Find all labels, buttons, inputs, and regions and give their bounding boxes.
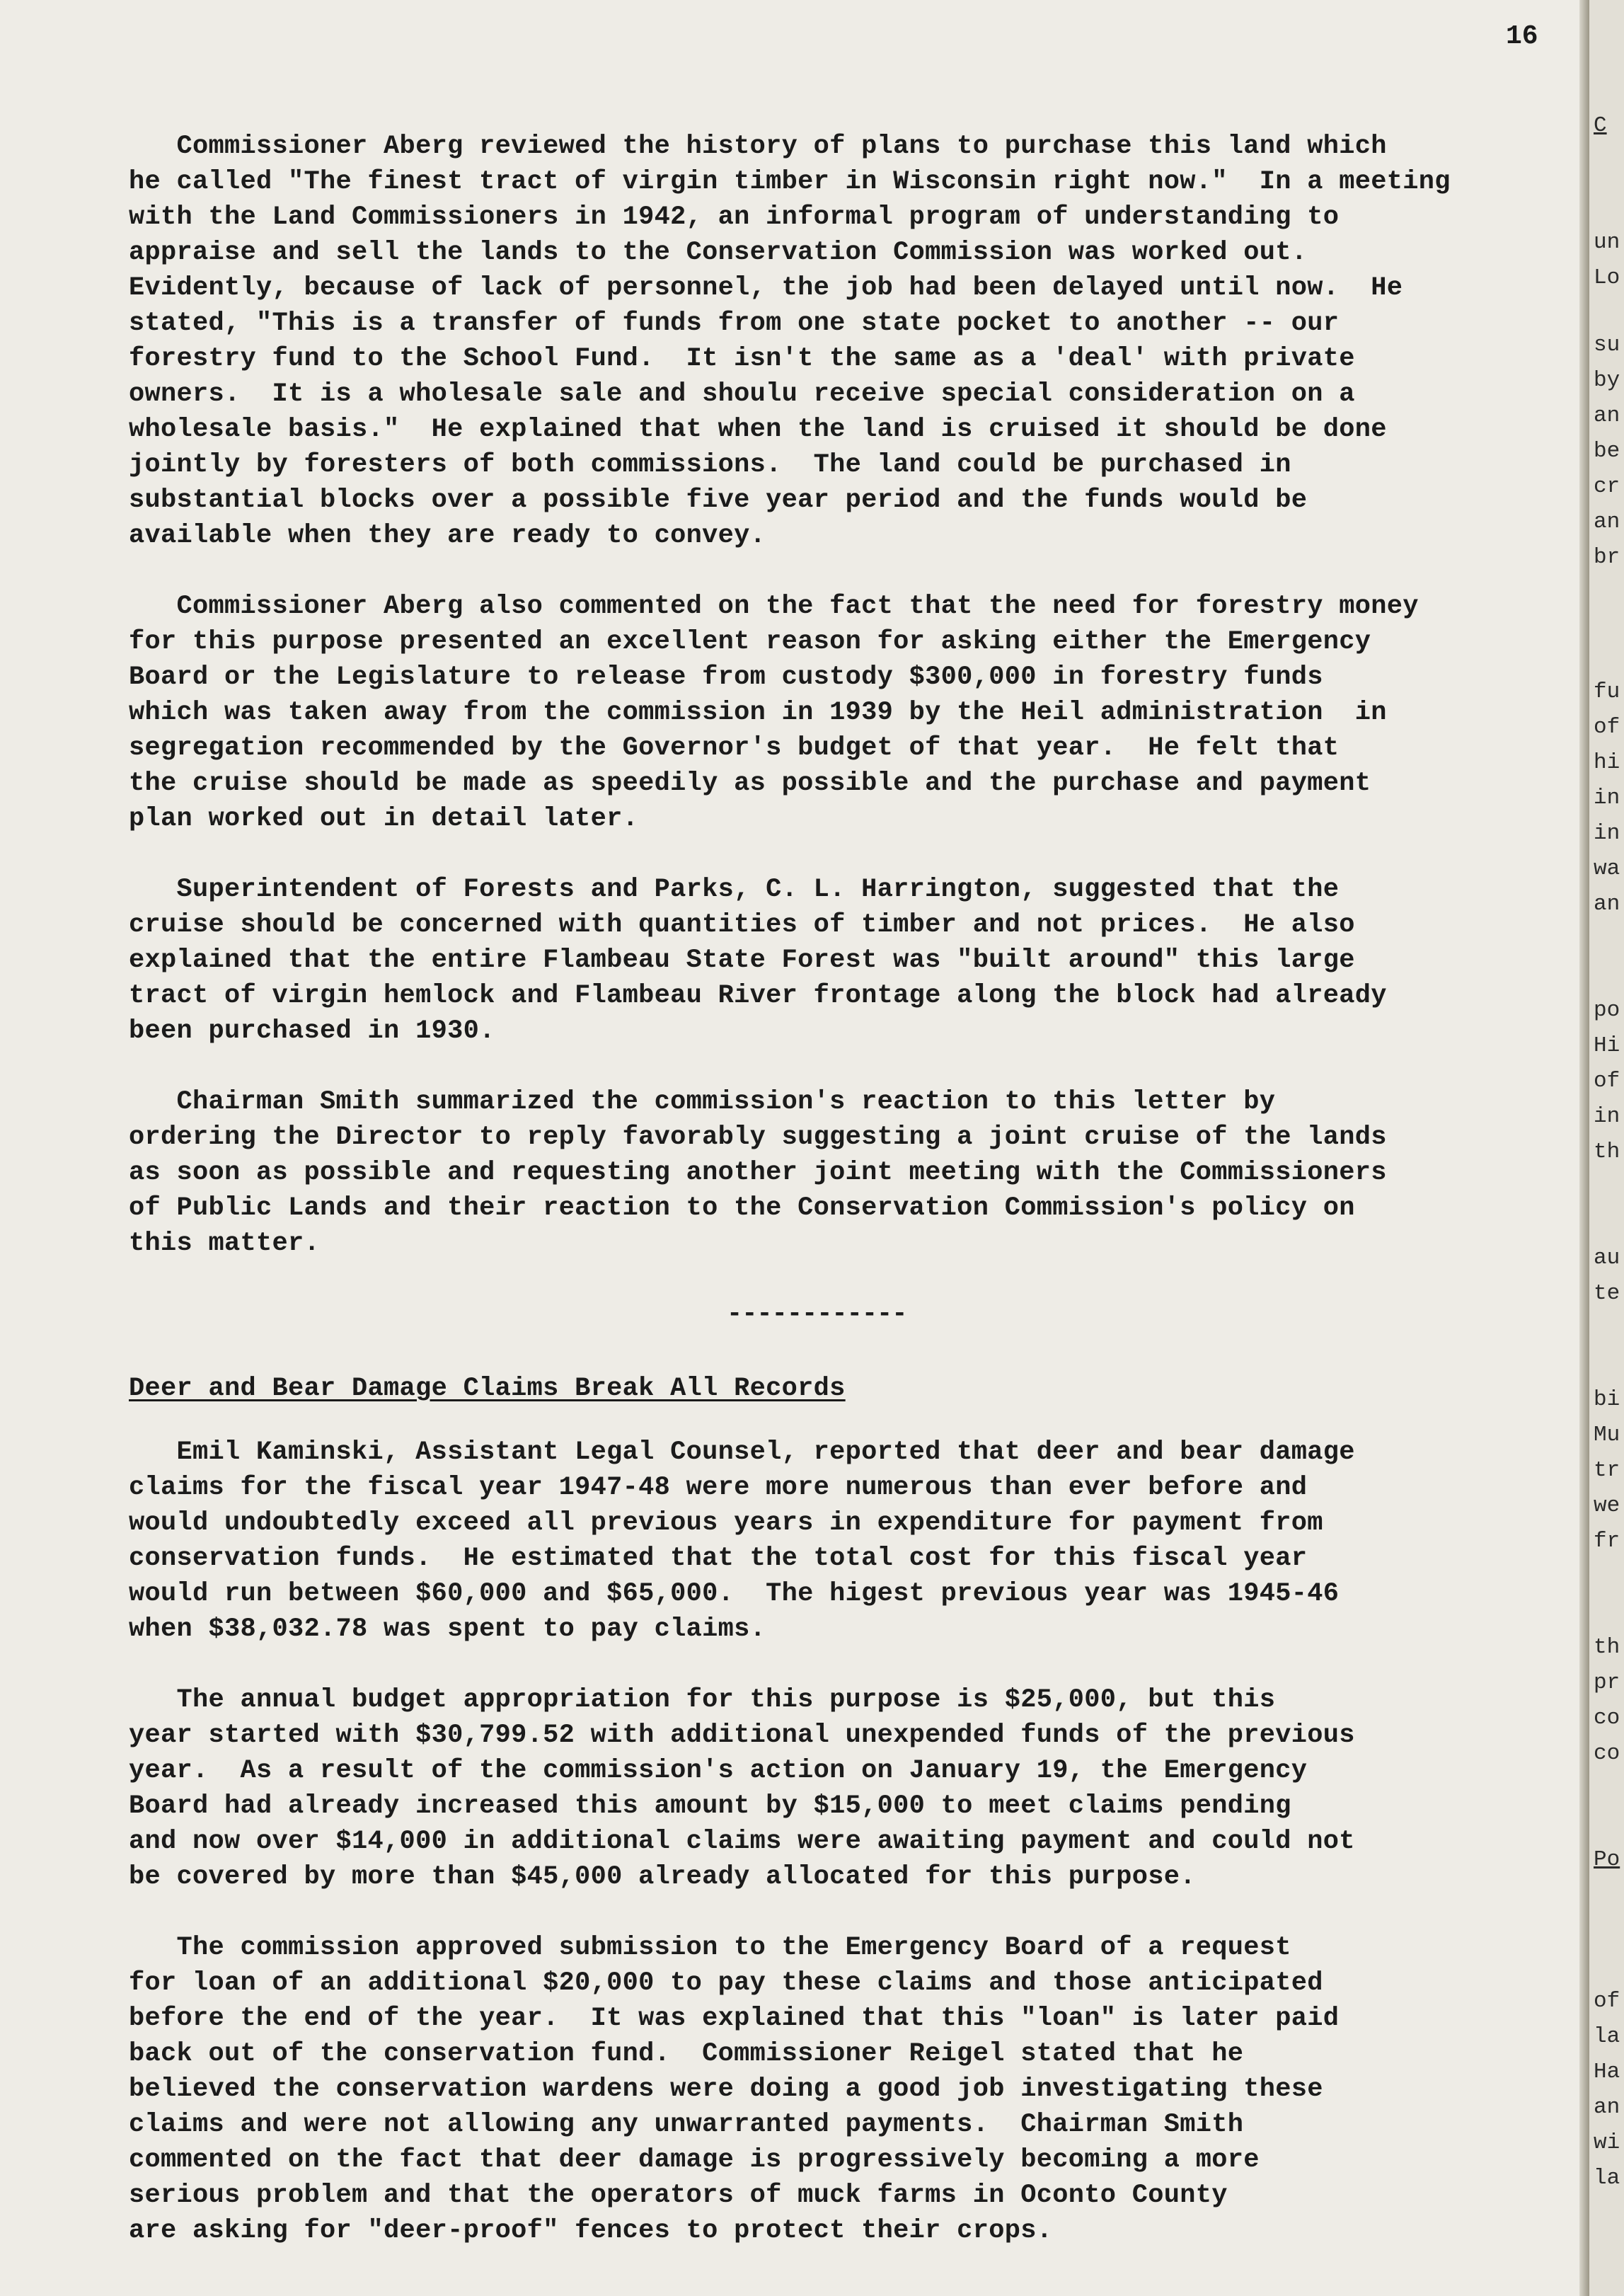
adjacent-page-fragment: an [1594, 892, 1620, 917]
text-line: Board or the Legislature to release from custody $300,000 in forestry funds [129, 662, 1323, 692]
text-line: of Public Lands and their reaction to the Conservation Commission's policy on [129, 1193, 1355, 1223]
adjacent-page-fragment: Mu [1594, 1423, 1620, 1447]
text-line: would run between $60,000 and $65,000. The higest previous year was 1945-46 [129, 1579, 1340, 1609]
text-line: this matter. [129, 1229, 321, 1258]
adjacent-page-fragment: Po [1594, 1847, 1620, 1872]
adjacent-page-fragment: au [1594, 1246, 1620, 1270]
text-line: appraise and sell the lands to the Conservation Commission was worked out. [129, 238, 1308, 268]
text-line: which was taken away from the commission in 1939 by the Heil administration in [129, 698, 1387, 728]
text-line: Commissioner Aberg reviewed the history of plans to purchase this land which [129, 132, 1387, 161]
paragraph [129, 1682, 1579, 1895]
paragraphs-block [129, 129, 1579, 1261]
adjacent-page-fragment: Hi [1594, 1033, 1620, 1058]
adjacent-page-fragment: un [1594, 230, 1620, 255]
adjacent-page-fragment: an [1594, 403, 1620, 428]
adjacent-page-fragment: Lo [1594, 265, 1620, 290]
text-line: explained that the entire Flambeau State Forest was "built around" this large [129, 946, 1355, 975]
text-line: jointly by foresters of both commissions. The land could be purchased in [129, 450, 1291, 480]
text-line: Commissioner Aberg also commented on the fact that the need for forestry money [129, 592, 1419, 621]
text-line: owners. It is a wholesale sale and shoulu receive special consideration on a [129, 379, 1355, 409]
adjacent-page-fragment: br [1594, 545, 1620, 570]
text-line: substantial blocks over a possible five year period and the funds would be [129, 486, 1308, 515]
text-line: The commission approved submission to the Emergency Board of a request [129, 1933, 1291, 1963]
text-line: wholesale basis." He explained that when the land is cruised it should be done [129, 415, 1387, 444]
text-line: are asking for "deer-proof" fences to protect their crops. [129, 2216, 1053, 2246]
paragraph [129, 129, 1579, 553]
adjacent-page-fragment: pr [1594, 1670, 1620, 1695]
paragraph [129, 589, 1579, 837]
text-line: with the Land Commissioners in 1942, an informal program of understanding to [129, 202, 1340, 232]
adjacent-page-fragment: hi [1594, 750, 1620, 775]
adjacent-page-fragment: th [1594, 1635, 1620, 1660]
adjacent-page-fragment: la [1594, 2166, 1620, 2191]
text-line: year. As a result of the commission's action on January 19, the Emergency [129, 1756, 1308, 1786]
document-body [129, 129, 1579, 2284]
text-line: Emil Kaminski, Assistant Legal Counsel, reported that deer and bear damage [129, 1437, 1355, 1467]
adjacent-page-fragment: an [1594, 2095, 1620, 2120]
text-line: for this purpose presented an excellent reason for asking either the Emergency [129, 627, 1371, 657]
section-divider: ------------ [727, 1299, 907, 1329]
text-line: ordering the Director to reply favorably suggesting a joint cruise of the lands [129, 1123, 1387, 1152]
adjacent-page-fragment: co [1594, 1706, 1620, 1730]
text-line: plan worked out in detail later. [129, 804, 639, 834]
text-line: cruise should be concerned with quantities of timber and not prices. He also [129, 910, 1355, 940]
adjacent-page-fragment: C [1594, 113, 1607, 138]
adjacent-page-fragment: su [1594, 333, 1620, 357]
text-line: back out of the conservation fund. Commissioner Reigel stated that he [129, 2039, 1244, 2069]
text-line: available when they are ready to convey. [129, 521, 766, 551]
adjacent-page-fragment: tr [1594, 1458, 1620, 1483]
paragraph [129, 1435, 1579, 1647]
text-line: the cruise should be made as speedily as possible and the purchase and payment [129, 769, 1371, 798]
text-line: stated, "This is a transfer of funds from one state pocket to another -- our [129, 309, 1340, 338]
text-line: commented on the fact that deer damage is progressively becoming a more [129, 2145, 1260, 2175]
text-line: been purchased in 1930. [129, 1016, 495, 1046]
page-edge-shadow [1579, 0, 1589, 2296]
text-line: when $38,032.78 was spent to pay claims. [129, 1614, 766, 1644]
text-line: Chairman Smith summarized the commission's reaction to this letter by [129, 1087, 1276, 1117]
adjacent-page-fragment: of [1594, 715, 1620, 740]
text-line: believed the conservation wardens were doing a good job investigating these [129, 2074, 1323, 2104]
text-line: he called "The finest tract of virgin timber in Wisconsin right now." In a meeting [129, 167, 1451, 197]
text-line: claims and were not allowing any unwarranted payments. Chairman Smith [129, 2110, 1244, 2140]
text-line: Board had already increased this amount by $15,000 to meet claims pending [129, 1791, 1291, 1821]
adjacent-page-fragment: te [1594, 1281, 1620, 1306]
paragraph [129, 1930, 1579, 2249]
adjacent-page-fragment: in [1594, 821, 1620, 846]
adjacent-page-fragment: an [1594, 510, 1620, 534]
text-line: and now over $14,000 in additional claims were awaiting payment and could not [129, 1827, 1355, 1856]
text-line: for loan of an additional $20,000 to pay these claims and those anticipated [129, 1968, 1323, 1998]
adjacent-page-fragment: wa [1594, 856, 1620, 881]
text-line: conservation funds. He estimated that the total cost for this fiscal year [129, 1544, 1308, 1573]
adjacent-page-fragment: po [1594, 998, 1620, 1023]
adjacent-page-fragment: la [1594, 2024, 1620, 2049]
paragraph [129, 1084, 1579, 1261]
adjacent-page-strip [1589, 0, 1624, 2296]
adjacent-page-fragment: of [1594, 1069, 1620, 1094]
text-line: Superintendent of Forests and Parks, C. L. Harrington, suggested that the [129, 875, 1340, 905]
page-number: 16 [1506, 21, 1538, 52]
adjacent-page-fragment: Ha [1594, 2060, 1620, 2084]
text-line: would undoubtedly exceed all previous years in expenditure for payment from [129, 1508, 1323, 1538]
adjacent-page-fragment: bi [1594, 1387, 1620, 1412]
adjacent-page-fragment: we [1594, 1493, 1620, 1518]
text-line: before the end of the year. It was explained that this "loan" is later paid [129, 2004, 1340, 2033]
paragraph [129, 872, 1579, 1049]
adjacent-page-fragment: fu [1594, 679, 1620, 704]
text-line: The annual budget appropriation for this purpose is $25,000, but this [129, 1685, 1276, 1715]
adjacent-page-fragment: th [1594, 1140, 1620, 1164]
adjacent-page-fragment: by [1594, 368, 1620, 393]
adjacent-page-fragment: be [1594, 439, 1620, 464]
text-line: as soon as possible and requesting another joint meeting with the Commissioners [129, 1158, 1387, 1188]
adjacent-page-fragment: cr [1594, 474, 1620, 499]
adjacent-page-fragment: in [1594, 786, 1620, 810]
text-line: Evidently, because of lack of personnel, the job had been delayed until now. He [129, 273, 1403, 303]
adjacent-page-fragment: in [1594, 1104, 1620, 1129]
text-line: year started with $30,799.52 with additional unexpended funds of the previous [129, 1721, 1355, 1750]
text-line: forestry fund to the School Fund. It isn't the same as a 'deal' with private [129, 344, 1355, 374]
adjacent-page-fragment: co [1594, 1741, 1620, 1766]
text-line: tract of virgin hemlock and Flambeau River frontage along the block had already [129, 981, 1387, 1011]
adjacent-page-fragment: wi [1594, 2130, 1620, 2155]
text-line: segregation recommended by the Governor's budget of that year. He felt that [129, 733, 1340, 763]
adjacent-page-fragment: fr [1594, 1529, 1620, 1554]
text-line: be covered by more than $45,000 already allocated for this purpose. [129, 1862, 1196, 1892]
text-line: serious problem and that the operators of muck farms in Oconto County [129, 2181, 1228, 2210]
section-heading: Deer and Bear Damage Claims Break All Records [129, 1374, 846, 1404]
adjacent-page-fragment: of [1594, 1989, 1620, 2014]
text-line: claims for the fiscal year 1947-48 were more numerous than ever before and [129, 1473, 1308, 1503]
section-paragraphs-block [129, 1435, 1579, 2249]
